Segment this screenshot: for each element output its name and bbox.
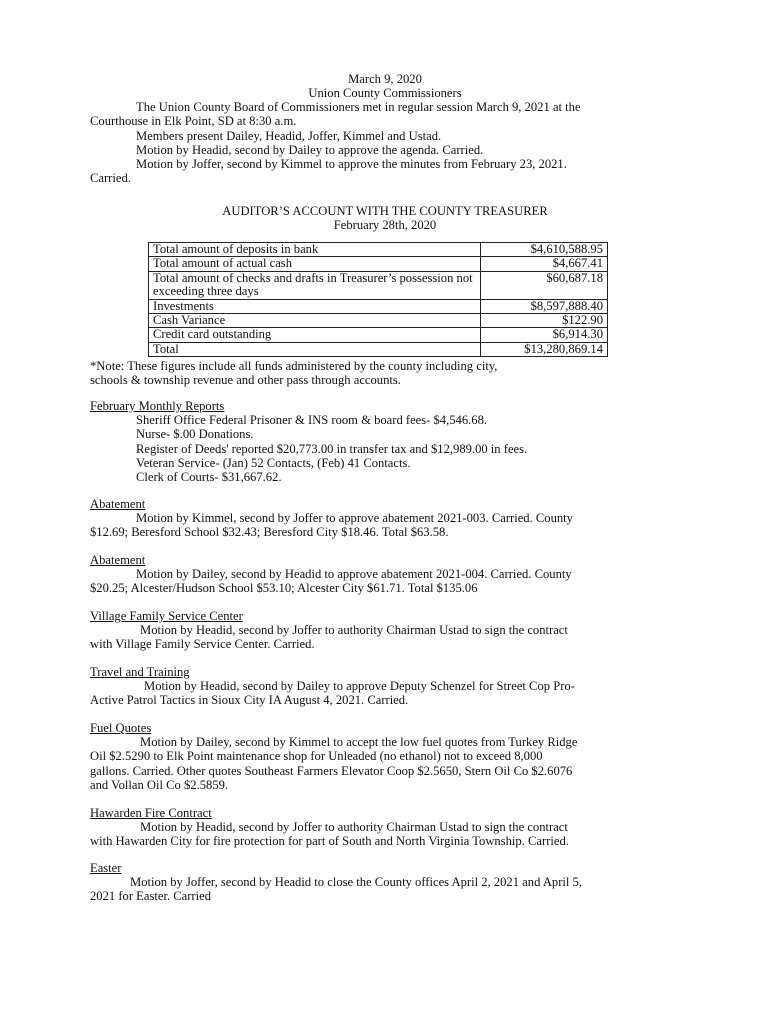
abatement-section-2 [90, 553, 680, 596]
section-line: with Village Family Service Center. Carried. [90, 637, 315, 652]
hawarden-fire-section [90, 806, 680, 849]
list-item: Clerk of Courts- $31,667.62. [136, 470, 282, 485]
easter-section [90, 861, 680, 904]
row-label: Total amount of deposits in bank [149, 243, 481, 257]
table-row [149, 342, 608, 356]
list-item: Register of Deeds' reported $20,773.00 in transfer tax and $12,989.00 in fees. [136, 441, 528, 456]
row-amount: $8,597,888.40 [481, 299, 608, 313]
organization-name: Union County Commissioners [308, 86, 462, 100]
auditor-date: February 28th, 2020 [333, 218, 437, 232]
section-heading: Abatement [90, 553, 146, 567]
monthly-reports-section [90, 399, 680, 484]
row-label: Total amount of actual cash [149, 257, 481, 271]
section-heading: Hawarden Fire Contract [90, 806, 212, 820]
table-row [149, 271, 608, 299]
table-row [149, 314, 608, 328]
row-label: Cash Variance [149, 314, 481, 328]
section-heading: Fuel Quotes [90, 721, 152, 735]
row-amount: $122.90 [481, 314, 608, 328]
row-label: Investments [149, 299, 481, 313]
agenda-line: Motion by Headid, second by Dailey to approve the agenda. Carried. [136, 143, 484, 157]
section-heading: Village Family Service Center [90, 609, 243, 623]
minutes-paragraph [90, 157, 678, 185]
village-family-section [90, 609, 680, 652]
row-amount: $6,914.30 [481, 328, 608, 342]
row-amount: $13,280,869.14 [481, 342, 608, 356]
note-line-2: schools & township revenue and other pass through accounts. [90, 373, 401, 388]
members-line: Members present Dailey, Headid, Joffer, Kimmel and Ustad. [136, 129, 442, 143]
note-line-1: *Note: These figures include all funds administered by the county including city, [90, 359, 498, 373]
abatement-section-1 [90, 497, 680, 540]
section-line: Active Patrol Tactics in Sioux City IA August 4, 2021. Carried. [90, 693, 409, 708]
section-line: Motion by Dailey, second by Headid to approve abatement 2021-004. Carried. County [136, 567, 572, 582]
section-line: $20.25; Alcester/Hudson School $53.10; Alcester City $61.71. Total $135.06 [90, 581, 478, 596]
monthly-report-list [90, 413, 680, 484]
section-line: $12.69; Beresford School $32.43; Beresford City $18.46. Total $63.58. [90, 525, 449, 540]
intro-line-2: Courthouse in Elk Point, SD at 8:30 a.m. [90, 114, 297, 129]
fuel-quotes-section [90, 721, 680, 792]
list-item: Veteran Service- (Jan) 52 Contacts, (Feb) 41 Contacts. [136, 455, 411, 470]
auditor-note [90, 359, 678, 387]
table-row [149, 299, 608, 313]
section-line: 2021 for Easter. Carried [90, 889, 211, 904]
list-item: Sheriff Office Federal Prisoner & INS room & board fees- $4,546.68. [136, 413, 488, 428]
row-amount: $60,687.18 [481, 271, 608, 299]
travel-training-section [90, 665, 680, 708]
section-heading: February Monthly Reports [90, 399, 225, 413]
section-line: Motion by Headid, second by Joffer to authority Chairman Ustad to sign the contract [140, 623, 568, 638]
section-heading: Abatement [90, 497, 146, 511]
row-amount: $4,610,588.95 [481, 243, 608, 257]
minutes-line-1: Motion by Joffer, second by Kimmel to approve the minutes from February 23, 2021. [136, 157, 567, 171]
row-amount: $4,667.41 [481, 257, 608, 271]
intro-line-1: The Union County Board of Commissioners met in regular session March 9, 2021 at the [136, 100, 581, 114]
auditor-title: AUDITOR’S ACCOUNT WITH THE COUNTY TREASURER [222, 204, 548, 218]
row-label: Credit card outstanding [149, 328, 481, 342]
section-heading: Travel and Training [90, 665, 190, 679]
section-line: Oil $2.5290 to Elk Point maintenance shop for Unleaded (no ethanol) not to exceed 8,000 [90, 749, 543, 764]
treasurer-account-table [148, 242, 608, 357]
section-line: Motion by Kimmel, second by Joffer to approve abatement 2021-003. Carried. County [136, 511, 573, 526]
row-label: Total [149, 342, 481, 356]
section-line: Motion by Headid, second by Dailey to approve Deputy Schenzel for Street Cop Pro- [144, 679, 575, 694]
row-label: Total amount of checks and drafts in Treasurer’s possession not exceeding three days [149, 271, 481, 299]
section-line: Motion by Headid, second by Joffer to authority Chairman Ustad to sign the contract [140, 820, 568, 835]
intro-paragraph [90, 100, 678, 128]
section-line: Motion by Joffer, second by Headid to close the County offices April 2, 2021 and April 5, [130, 875, 582, 890]
table-row [149, 257, 608, 271]
table-row [149, 328, 608, 342]
table-row [149, 243, 608, 257]
minutes-line-2: Carried. [90, 171, 131, 186]
meeting-date: March 9, 2020 [348, 72, 422, 86]
section-line: Motion by Dailey, second by Kimmel to accept the low fuel quotes from Turkey Ridge [140, 735, 578, 750]
section-line: and Vollan Oil Co $2.5859. [90, 777, 229, 792]
section-line: with Hawarden City for fire protection for part of South and North Virginia Township. Carried. [90, 834, 569, 849]
section-line: gallons. Carried. Other quotes Southeast Farmers Elevator Coop $2.5650, Stern Oil Co $2.6076 [90, 763, 573, 778]
list-item: Nurse- $.00 Donations. [136, 427, 254, 442]
section-heading: Easter [90, 861, 122, 875]
